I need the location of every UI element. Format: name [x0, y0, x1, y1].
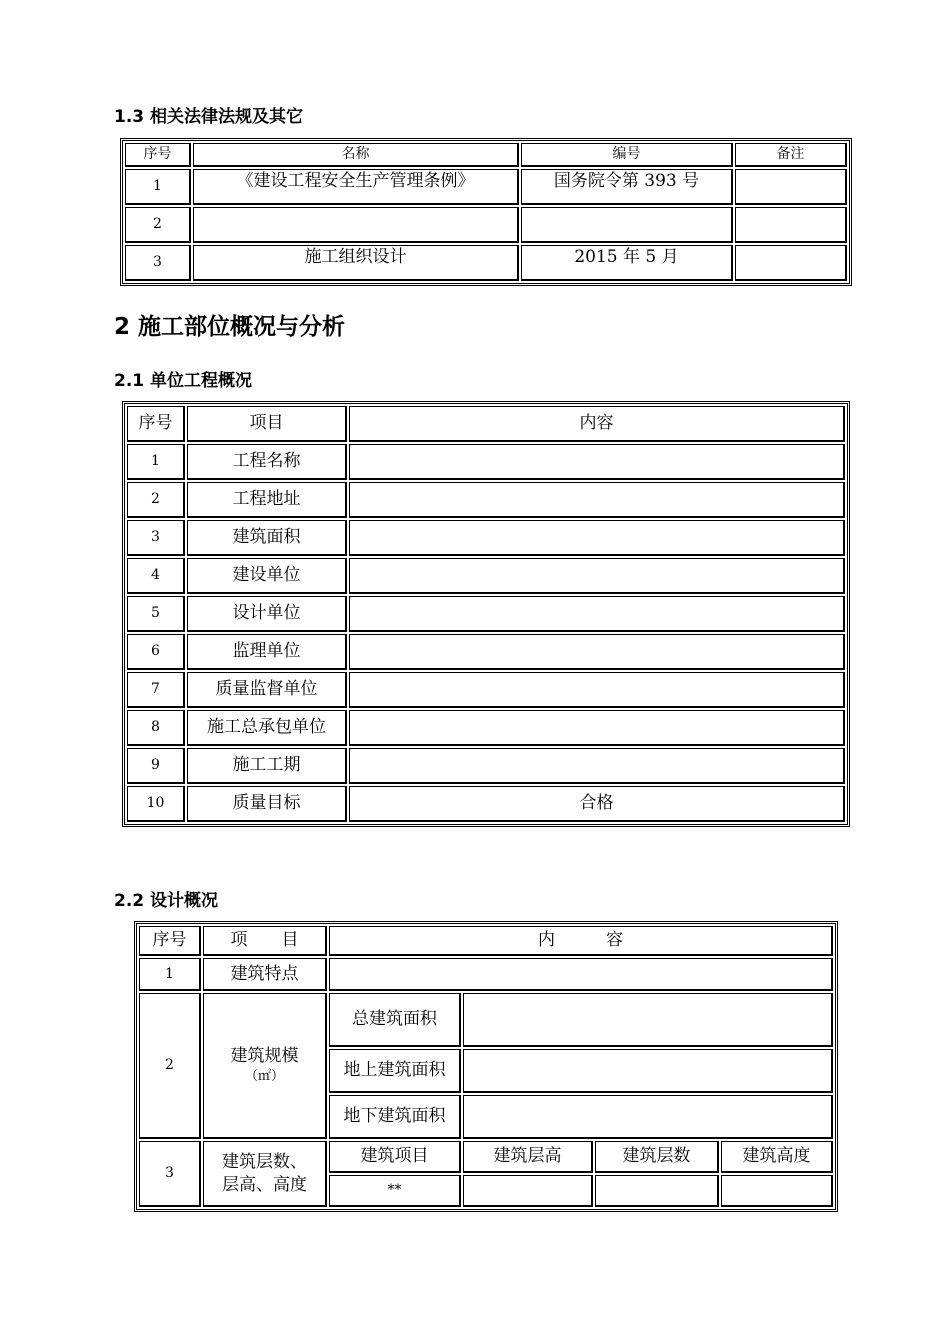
row-item: 质量目标	[187, 786, 347, 822]
row-item: 工程名称	[187, 444, 347, 480]
sub-header: 建筑层高	[463, 1141, 593, 1173]
row-name: 《建设工程安全生产管理条例》	[193, 169, 519, 205]
item-line-2: 层高、高度	[222, 1174, 307, 1195]
row-name	[193, 207, 519, 243]
row-note	[735, 207, 847, 243]
sub-label: 地上建筑面积	[329, 1049, 461, 1093]
row-name: 施工组织设计	[193, 245, 519, 281]
table-row	[125, 169, 847, 205]
section-2-1-heading: 2.1 单位工程概况	[114, 371, 253, 391]
row-no: 9	[127, 748, 185, 784]
row-content	[349, 444, 845, 480]
row-no: 3	[127, 520, 185, 556]
row-content	[329, 958, 833, 991]
row-no: 1	[127, 444, 185, 480]
sub-header: 建筑高度	[721, 1141, 833, 1173]
row-content	[349, 596, 845, 632]
table-row	[125, 207, 847, 243]
row-no: 5	[127, 596, 185, 632]
project-overview-table	[122, 401, 850, 827]
row-note	[735, 245, 847, 281]
row-item: 建筑特点	[203, 958, 327, 991]
row-no: 3	[125, 245, 191, 281]
header-item: 项目	[187, 406, 347, 442]
header-content: 内 容	[329, 926, 833, 956]
row-item: 监理单位	[187, 634, 347, 670]
section-2-heading: 2 施工部位概况与分析	[114, 314, 346, 340]
row-no: 4	[127, 558, 185, 594]
sub-header: 建筑项目	[329, 1141, 461, 1173]
table-row	[127, 596, 845, 632]
sub-value	[463, 993, 833, 1047]
row-no: 6	[127, 634, 185, 670]
sub-label: 地下建筑面积	[329, 1095, 461, 1139]
row-no: 1	[139, 958, 201, 991]
table-row	[127, 520, 845, 556]
row-content	[349, 634, 845, 670]
item-line-1: 建筑层数、	[222, 1151, 307, 1172]
header-code: 编号	[521, 143, 733, 167]
row-item: 工程地址	[187, 482, 347, 518]
table-row	[127, 748, 845, 784]
sub-cell	[721, 1175, 833, 1207]
header-content: 内容	[349, 406, 845, 442]
table-row	[127, 710, 845, 746]
header-name: 名称	[193, 143, 519, 167]
row-code: 国务院令第 393 号	[521, 169, 733, 205]
unit-label: （㎡）	[244, 1069, 284, 1085]
row-content: 合格	[349, 786, 845, 822]
row-item	[203, 1141, 327, 1207]
laws-header-row	[125, 143, 847, 167]
row-item: 建筑面积	[187, 520, 347, 556]
row-no: 2	[125, 207, 191, 243]
row-no: 2	[127, 482, 185, 518]
table-row	[139, 1141, 833, 1173]
table-row	[127, 786, 845, 822]
header-item: 项 目	[203, 926, 327, 956]
table-row	[127, 672, 845, 708]
row-content	[349, 558, 845, 594]
row-content	[349, 672, 845, 708]
header-note: 备注	[735, 143, 847, 167]
sub-value	[463, 1049, 833, 1093]
row-item: 设计单位	[187, 596, 347, 632]
row-content	[349, 748, 845, 784]
sub-cell	[595, 1175, 719, 1207]
row-content	[349, 482, 845, 518]
header-no: 序号	[125, 143, 191, 167]
overview-header-row	[127, 406, 845, 442]
row-note	[735, 169, 847, 205]
row-item: 施工工期	[187, 748, 347, 784]
table-row	[127, 482, 845, 518]
table-row	[139, 993, 833, 1047]
row-no: 8	[127, 710, 185, 746]
laws-table	[120, 138, 852, 286]
row-code	[521, 207, 733, 243]
row-content	[349, 710, 845, 746]
row-content	[349, 520, 845, 556]
row-no: 2	[139, 993, 201, 1139]
section-1-3-heading: 1.3 相关法律法规及其它	[114, 107, 304, 127]
sub-label: 总建筑面积	[329, 993, 461, 1047]
row-no: 7	[127, 672, 185, 708]
row-no: 1	[125, 169, 191, 205]
table-row	[127, 634, 845, 670]
table-row	[127, 444, 845, 480]
design-header-row	[139, 926, 833, 956]
table-row	[127, 558, 845, 594]
sub-cell: **	[329, 1175, 461, 1207]
row-item: 施工总承包单位	[187, 710, 347, 746]
row-item: 建设单位	[187, 558, 347, 594]
row-item: 质量监督单位	[187, 672, 347, 708]
header-no: 序号	[139, 926, 201, 956]
sub-header: 建筑层数	[595, 1141, 719, 1173]
design-overview-table	[134, 921, 838, 1212]
row-no: 3	[139, 1141, 201, 1207]
table-row	[139, 958, 833, 991]
row-no: 10	[127, 786, 185, 822]
table-row	[125, 245, 847, 281]
sub-cell	[463, 1175, 593, 1207]
header-no: 序号	[127, 406, 185, 442]
section-2-2-heading: 2.2 设计概况	[114, 891, 219, 911]
sub-value	[463, 1095, 833, 1139]
row-item	[203, 993, 327, 1139]
scale-label: 建筑规模	[230, 1046, 299, 1067]
row-code: 2015 年 5 月	[521, 245, 733, 281]
